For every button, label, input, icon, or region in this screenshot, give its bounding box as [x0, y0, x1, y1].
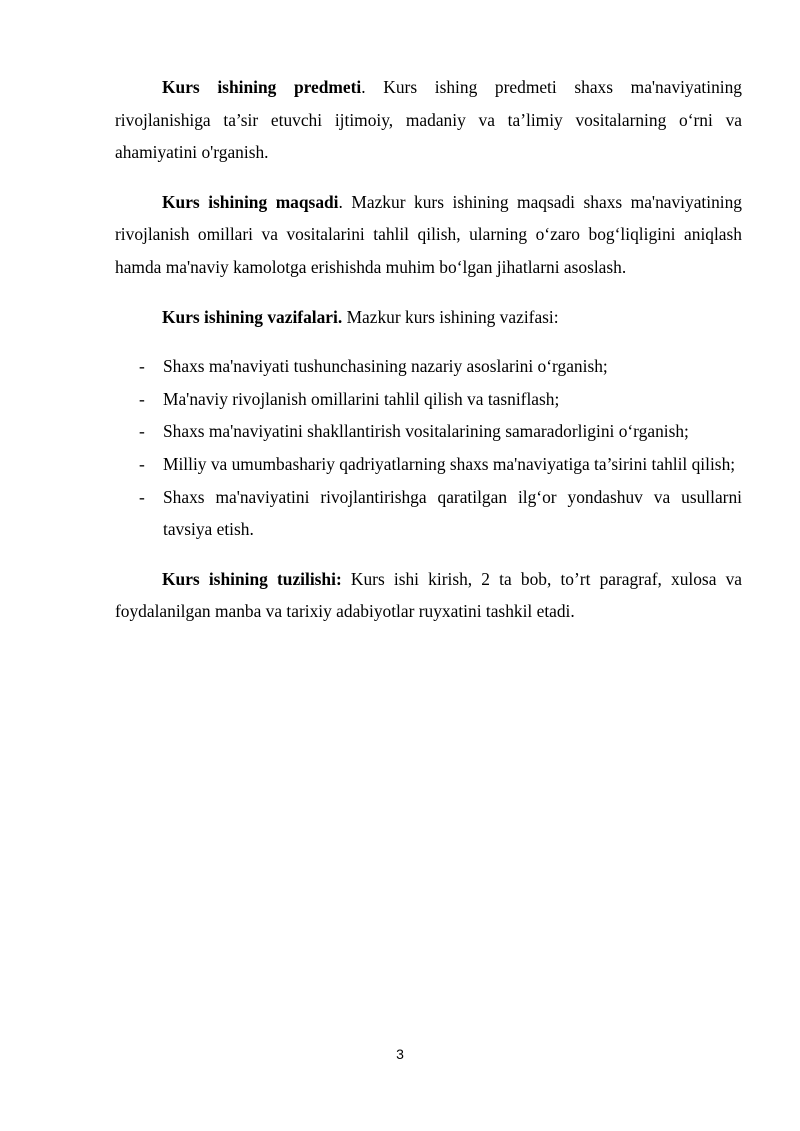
list-dash: -	[139, 486, 145, 507]
task-text: Ma'naviy rivojlanish omillarini tahlil qilish va tasniflash;	[163, 388, 560, 409]
list-dash: -	[139, 453, 145, 474]
paragraph-maqsadi	[115, 186, 742, 284]
tasks-list	[115, 350, 742, 546]
list-dash: -	[139, 356, 145, 377]
page-number: 3	[396, 1046, 404, 1062]
list-item	[115, 448, 742, 481]
task-text: Shaxs ma'naviyati tushunchasining nazariy asoslarini o‘rganish;	[163, 356, 608, 377]
list-item	[115, 481, 742, 546]
text-vazifalari: Mazkur kurs ishining vazifasi:	[342, 306, 559, 327]
page-content	[115, 71, 742, 645]
heading-maqsadi-end: .	[338, 191, 343, 212]
heading-tuzilishi: Kurs ishining tuzilishi:	[162, 568, 342, 589]
list-item	[115, 350, 742, 383]
paragraph-vazifalari	[115, 301, 742, 334]
heading-maqsadi: Kurs ishining maqsadi	[162, 191, 339, 212]
text-maqsadi: Mazkur kurs ishining maqsadi shaxs ma'naviyatining rivojlanish omillari va vositalarini tahlil qilish, ularning o‘zaro bog‘liqligini aniqlash hamda ma'naviy kamolotga erishishda muhim bo‘lgan jihatlarni asoslash.	[115, 191, 742, 277]
paragraph-tuzilishi	[115, 563, 742, 628]
list-dash: -	[139, 388, 145, 409]
task-text: Shaxs ma'naviyatini shakllantirish vositalarining samaradorligini o‘rganish;	[163, 421, 689, 442]
task-text: Shaxs ma'naviyatini rivojlantirishga qaratilgan ilg‘or yondashuv va usullarni tavsiya etish.	[163, 486, 742, 540]
list-item	[115, 415, 742, 448]
list-item	[115, 383, 742, 416]
task-text: Milliy va umumbashariy qadriyatlarning shaxs ma'naviyatiga ta’sirini tahlil qilish;	[163, 453, 736, 474]
heading-predmeti-end: .	[361, 77, 366, 97]
heading-vazifalari: Kurs ishining vazifalari.	[162, 306, 343, 327]
text-predmeti: Kurs ishing predmeti shaxs ma'naviyatining rivojlanishiga ta’sir etuvchi ijtimoiy, madaniy va ta’limiy vositalarning o‘rni va ahamiyatini o'rganish.	[115, 77, 742, 163]
list-dash: -	[139, 421, 145, 442]
heading-predmeti: Kurs ishining predmeti	[162, 77, 362, 97]
text-tuzilishi: Kurs ishi kirish, 2 ta bob, to’rt paragraf, xulosa va foydalanilgan manba va tarixiy adabiyotlar ruyxatini tashkil etadi.	[115, 568, 742, 622]
paragraph-predmeti	[115, 71, 742, 169]
